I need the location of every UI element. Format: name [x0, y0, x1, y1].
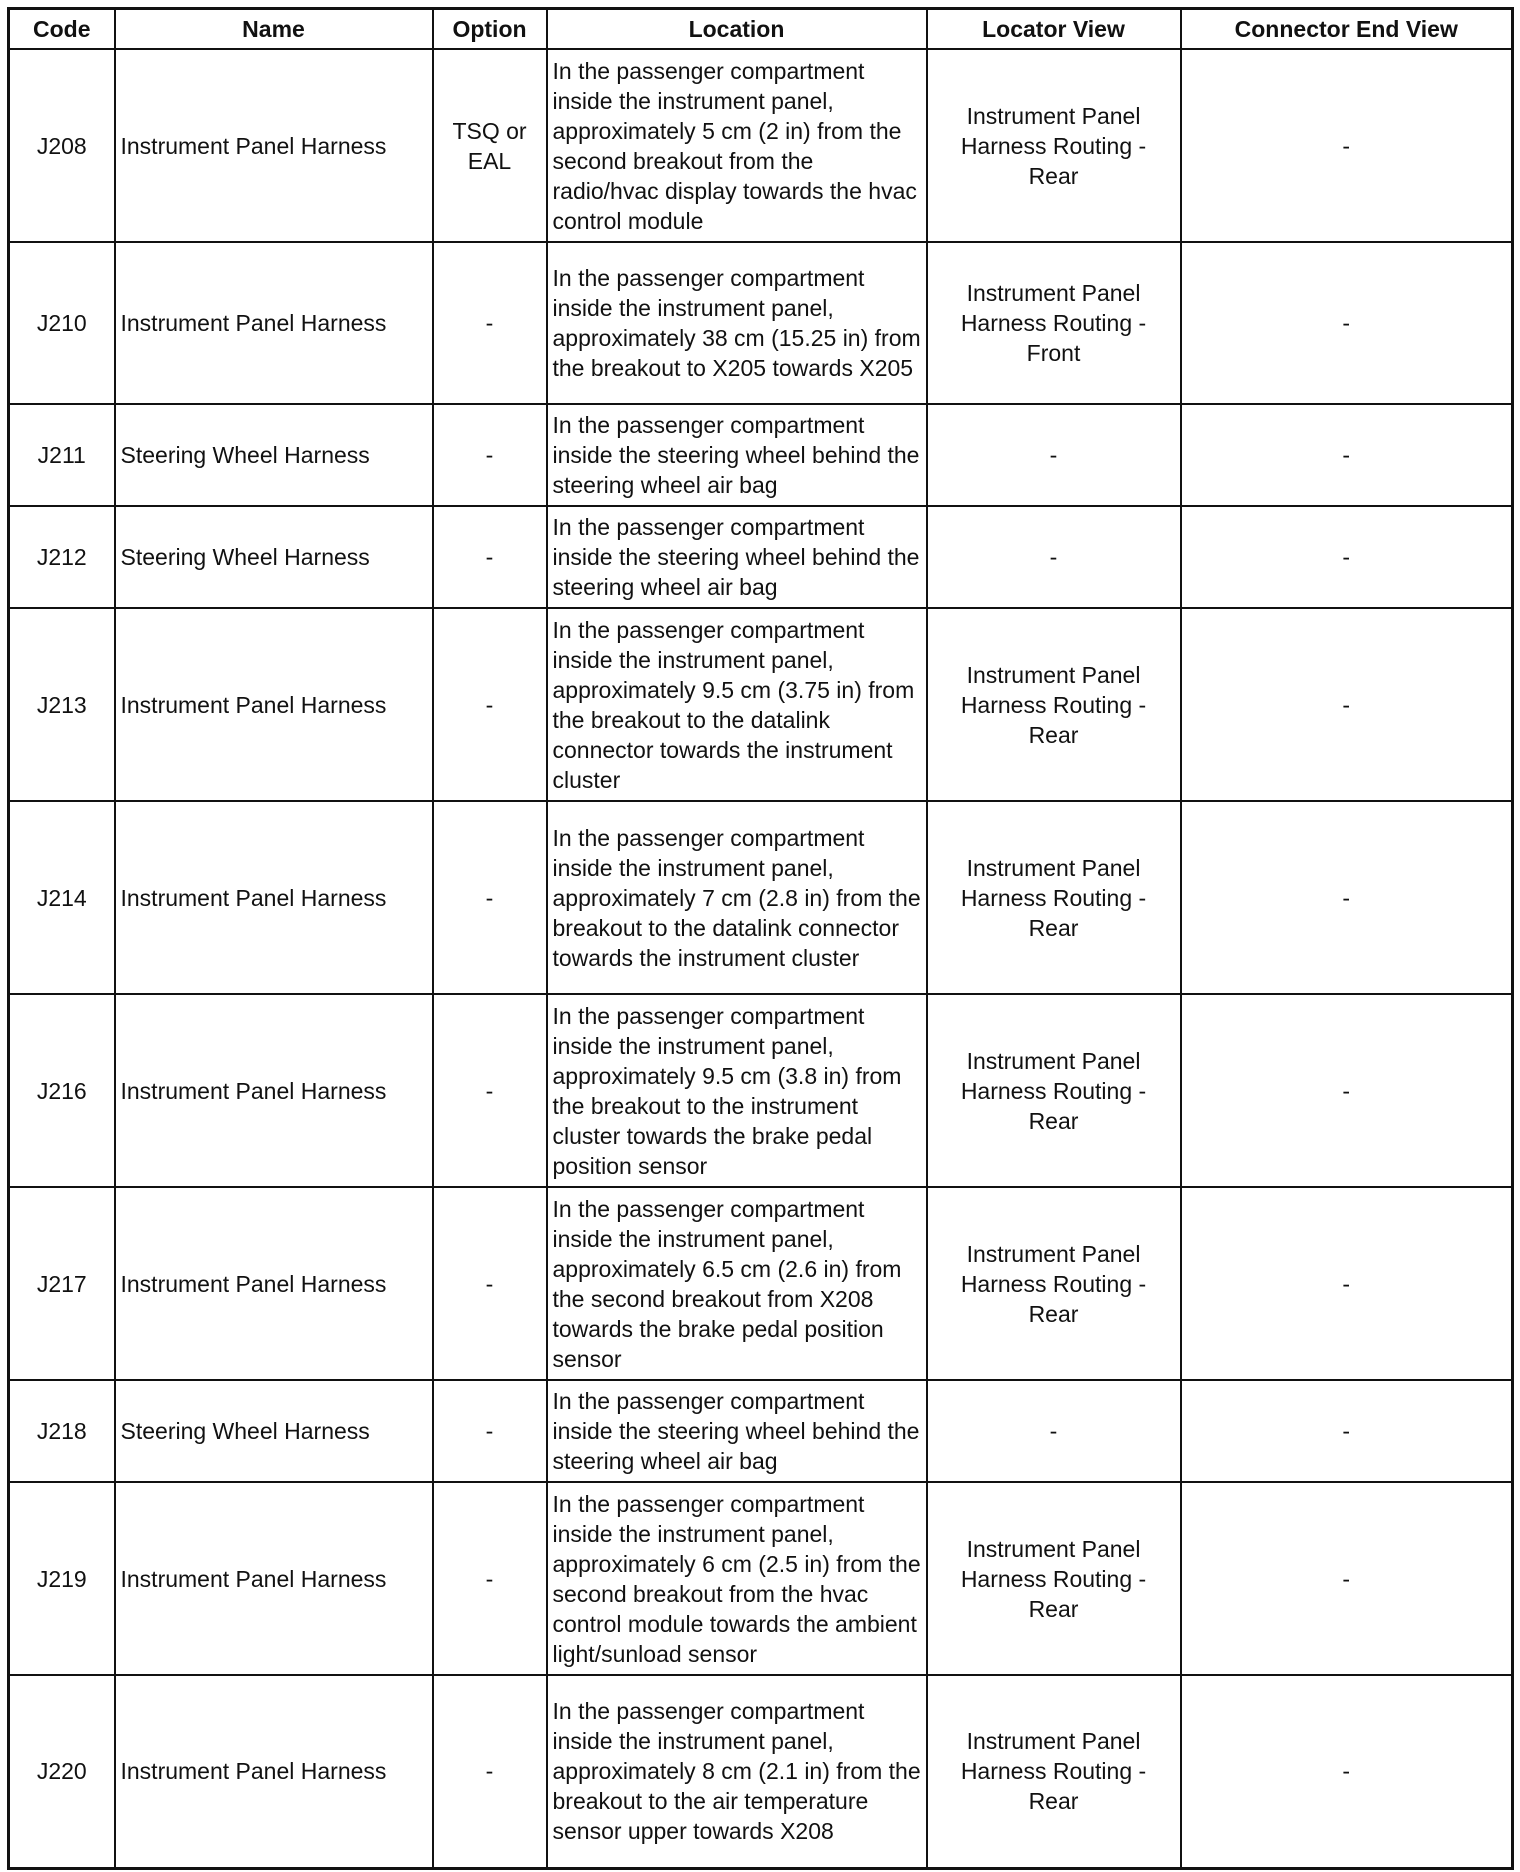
cell-locator-view: - — [927, 506, 1181, 608]
cell-connector-end-view: - — [1181, 801, 1513, 994]
header-option: Option — [433, 9, 547, 50]
cell-option: TSQ or EAL — [433, 49, 547, 242]
cell-code: J218 — [9, 1380, 115, 1482]
cell-locator-view: Instrument Panel Harness Routing - Rear — [927, 1187, 1181, 1380]
table-row — [9, 506, 1513, 608]
table-row — [9, 1380, 1513, 1482]
cell-name: Steering Wheel Harness — [115, 1380, 433, 1482]
table-row — [9, 608, 1513, 801]
cell-option: - — [433, 1675, 547, 1868]
header-name: Name — [115, 9, 433, 50]
cell-code: J220 — [9, 1675, 115, 1868]
cell-location: In the passenger compartment inside the instrument panel, approximately 9.5 cm (3.75 in) from the breakout to the datalink connector towards the instrument cluster — [547, 608, 927, 801]
table-row — [9, 242, 1513, 404]
table-body — [9, 49, 1513, 1868]
table-row — [9, 1482, 1513, 1675]
cell-code: J208 — [9, 49, 115, 242]
cell-code: J216 — [9, 994, 115, 1187]
cell-code: J214 — [9, 801, 115, 994]
cell-location: In the passenger compartment inside the instrument panel, approximately 5 cm (2 in) from the second breakout from the radio/hvac display towards the hvac control module — [547, 49, 927, 242]
table-row — [9, 49, 1513, 242]
cell-name: Instrument Panel Harness — [115, 242, 433, 404]
splice-location-table — [7, 7, 1514, 1870]
header-code: Code — [9, 9, 115, 50]
cell-name: Instrument Panel Harness — [115, 1675, 433, 1868]
cell-locator-view: Instrument Panel Harness Routing - Rear — [927, 1675, 1181, 1868]
splice-location-table-container — [7, 7, 1511, 1870]
cell-option: - — [433, 1482, 547, 1675]
cell-locator-view: Instrument Panel Harness Routing - Rear — [927, 994, 1181, 1187]
cell-location: In the passenger compartment inside the steering wheel behind the steering wheel air bag — [547, 506, 927, 608]
cell-connector-end-view: - — [1181, 242, 1513, 404]
cell-code: J219 — [9, 1482, 115, 1675]
cell-location: In the passenger compartment inside the instrument panel, approximately 6.5 cm (2.6 in) from the second breakout from X208 towards the brake pedal position sensor — [547, 1187, 927, 1380]
cell-connector-end-view: - — [1181, 506, 1513, 608]
cell-name: Instrument Panel Harness — [115, 801, 433, 994]
header-connector-end-view: Connector End View — [1181, 9, 1513, 50]
cell-connector-end-view: - — [1181, 49, 1513, 242]
cell-locator-view: - — [927, 1380, 1181, 1482]
cell-option: - — [433, 404, 547, 506]
cell-locator-view: Instrument Panel Harness Routing - Front — [927, 242, 1181, 404]
cell-option: - — [433, 1187, 547, 1380]
cell-code: J210 — [9, 242, 115, 404]
cell-locator-view: Instrument Panel Harness Routing - Rear — [927, 49, 1181, 242]
cell-name: Instrument Panel Harness — [115, 994, 433, 1187]
table-row — [9, 994, 1513, 1187]
cell-connector-end-view: - — [1181, 994, 1513, 1187]
cell-name: Instrument Panel Harness — [115, 608, 433, 801]
cell-connector-end-view: - — [1181, 608, 1513, 801]
cell-locator-view: Instrument Panel Harness Routing - Rear — [927, 608, 1181, 801]
cell-name: Instrument Panel Harness — [115, 1187, 433, 1380]
cell-code: J217 — [9, 1187, 115, 1380]
table-row — [9, 404, 1513, 506]
cell-option: - — [433, 801, 547, 994]
cell-location: In the passenger compartment inside the steering wheel behind the steering wheel air bag — [547, 404, 927, 506]
cell-connector-end-view: - — [1181, 1675, 1513, 1868]
table-row — [9, 1675, 1513, 1868]
cell-option: - — [433, 242, 547, 404]
cell-name: Steering Wheel Harness — [115, 506, 433, 608]
cell-location: In the passenger compartment inside the instrument panel, approximately 8 cm (2.1 in) from the breakout to the air temperature sensor upper towards X208 — [547, 1675, 927, 1868]
cell-location: In the passenger compartment inside the instrument panel, approximately 6 cm (2.5 in) from the second breakout from the hvac control module towards the ambient light/sunload sensor — [547, 1482, 927, 1675]
cell-location: In the passenger compartment inside the instrument panel, approximately 7 cm (2.8 in) from the breakout to the datalink connector towards the instrument cluster — [547, 801, 927, 994]
cell-locator-view: Instrument Panel Harness Routing - Rear — [927, 801, 1181, 994]
cell-name: Instrument Panel Harness — [115, 1482, 433, 1675]
cell-code: J211 — [9, 404, 115, 506]
cell-location: In the passenger compartment inside the steering wheel behind the steering wheel air bag — [547, 1380, 927, 1482]
cell-option: - — [433, 994, 547, 1187]
cell-option: - — [433, 608, 547, 801]
cell-connector-end-view: - — [1181, 404, 1513, 506]
cell-connector-end-view: - — [1181, 1482, 1513, 1675]
header-location: Location — [547, 9, 927, 50]
table-header-row — [9, 9, 1513, 50]
header-locator-view: Locator View — [927, 9, 1181, 50]
table-row — [9, 801, 1513, 994]
cell-connector-end-view: - — [1181, 1380, 1513, 1482]
cell-option: - — [433, 1380, 547, 1482]
cell-location: In the passenger compartment inside the instrument panel, approximately 9.5 cm (3.8 in) from the breakout to the instrument cluster towards the brake pedal position sensor — [547, 994, 927, 1187]
cell-name: Steering Wheel Harness — [115, 404, 433, 506]
cell-code: J212 — [9, 506, 115, 608]
cell-locator-view: Instrument Panel Harness Routing - Rear — [927, 1482, 1181, 1675]
cell-code: J213 — [9, 608, 115, 801]
cell-connector-end-view: - — [1181, 1187, 1513, 1380]
cell-name: Instrument Panel Harness — [115, 49, 433, 242]
table-row — [9, 1187, 1513, 1380]
cell-location: In the passenger compartment inside the instrument panel, approximately 38 cm (15.25 in) from the breakout to X205 towards X205 — [547, 242, 927, 404]
cell-option: - — [433, 506, 547, 608]
cell-locator-view: - — [927, 404, 1181, 506]
